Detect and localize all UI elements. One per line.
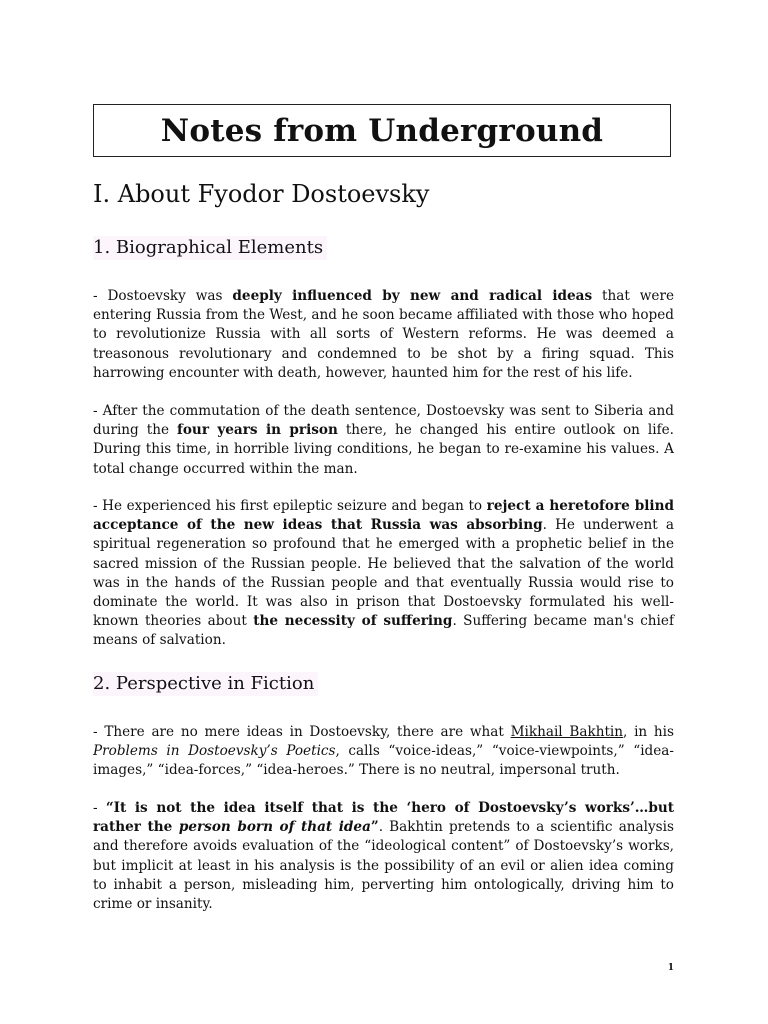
bold-phrase: four years in prison: [177, 422, 338, 439]
text-run: , calls “voice-ideas,” “voice-viewpoints,” “idea-images,” “idea-forces,” “idea-heroes.” There is no neutral, impersonal truth.: [93, 743, 674, 779]
text-run: - He experienced his first epileptic seizure and began to: [93, 498, 487, 514]
subsection-heading-biographical: 1. Biographical Elements: [93, 236, 327, 260]
text-run: . He underwent a spiritual regeneration so profound that he emerged with a prophetic belief in the sacred mission of the Russian people. He believed that the salvation of the world was in the hands of the Russian people and that eventually Russia would rise to dominate the world. It was also in prison that Dostoevsky formulated his well-known theories about: [93, 517, 674, 630]
paragraph-bio-3: [93, 497, 674, 651]
paragraph-perspective-2: [93, 799, 674, 914]
text-run: , in his: [623, 724, 674, 740]
document-title: Notes from Underground: [160, 112, 604, 149]
bold-quote: “It is not the idea itself that is the ‘hero of Dostoevsky’s works’…but rather the: [93, 800, 674, 836]
paragraph-perspective-1: [93, 723, 674, 781]
text-run: - Dostoevsky was: [93, 288, 233, 304]
paragraph-bio-1: [93, 287, 674, 383]
section-heading: I. About Fyodor Dostoevsky: [93, 180, 430, 208]
bold-italic-phrase: person born of that idea: [178, 819, 371, 836]
paragraph-bio-2: [93, 402, 674, 479]
title-box: [93, 104, 671, 157]
text-run: that were entering Russia from the West, and he soon became affiliated with those who hoped to revolutionize Russia with all sorts of Western reforms. He was deemed a treasonous revolutionary and condemned to be shot by a firing squad. This harrowing encounter with death, however, haunted him for the rest of his life.: [93, 288, 674, 381]
page-number: 1: [667, 963, 674, 973]
subsection-heading-perspective: 2. Perspective in Fiction: [93, 672, 318, 696]
text-run: there, he changed his entire outlook on life. During this time, in horrible living conditions, he began to re-examine his values. A total change occurred within the man.: [93, 422, 674, 477]
text-run: . Suffering became man's chief means of salvation.: [93, 613, 674, 649]
text-run: -: [93, 800, 106, 816]
text-run: - After the commutation of the death sentence, Dostoevsky was sent to Siberia and during the: [93, 403, 674, 439]
bold-phrase: deeply influenced by new and radical ideas: [232, 288, 593, 304]
bold-phrase: reject a heretofore blind acceptance of the new ideas that Russia was absorbing: [93, 498, 674, 534]
bold-phrase: the necessity of suffering: [253, 613, 453, 630]
text-run: . Bakhtin pretends to a scientific analysis and therefore avoids evaluation of the “ideological content” of Dostoevsky’s works, but implicit at least in his analysis is the possibility of an evil or alien idea coming to inhabit a person, misleading him, perverting him ontologically, driving him to crime or insanity.: [93, 819, 674, 913]
text-run: - There are no mere ideas in Dostoevsky, there are what: [93, 724, 511, 740]
bakhtin-link[interactable]: Mikhail Bakhtin: [510, 724, 624, 740]
italic-title: Problems in Dostoevsky’s Poetics: [93, 743, 336, 760]
bold-quote-close: ”: [370, 819, 379, 836]
